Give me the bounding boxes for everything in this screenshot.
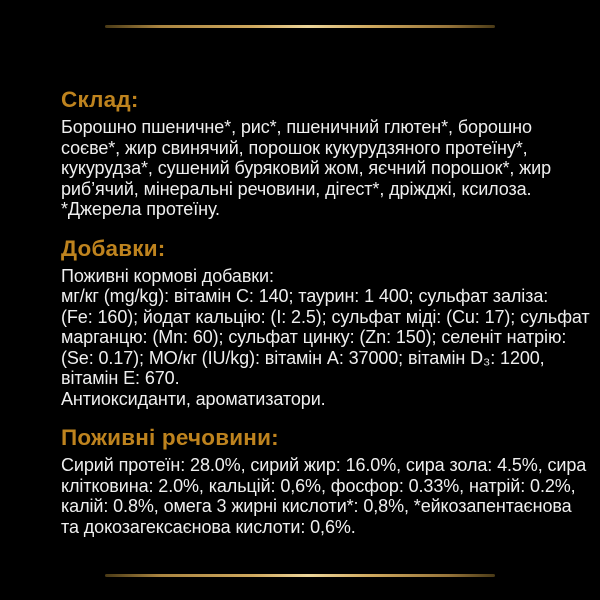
text-line: вітамін E: 670. [61,368,180,388]
text-line: клітковина: 2.0%, кальцій: 0,6%, фосфор: 0.33%, натрій: 0.2%, [61,475,576,496]
text-line: калій: 0.8%, омега 3 жирні кислоти*: 0,8%, *ейкозапентаєнова [61,496,572,516]
nutrients-heading: Поживні речовини: [61,425,279,450]
section-additives [61,235,590,410]
additives-heading: Добавки: [61,235,166,261]
nutrients-text [61,455,587,537]
text-line: Антиоксиданти, ароматизатори. [61,388,326,409]
text-line: *Джерела протеїну. [61,199,220,219]
text-line: кукурудза*, сушений буряковий жом, яєчний порошок*, жир [61,158,551,178]
composition-heading: Склад: [61,87,139,112]
text-line: (Fe: 160); йодат кальцію: (I: 2.5); сульфат міді: (Cu: 17); сульфат [61,306,590,327]
text-line: (Se: 0.17); МО/кг (IU/kg): вітамін A: 37000; вітамін D₃: 1200, [61,347,545,368]
text-line: марганцю: (Mn: 60); сульфат цинку: (Zn: 150); селеніт натрію: [61,327,567,347]
text-line: Поживні кормові добавки: [61,265,274,286]
text-line: та докозагексаєнова кислоти: 0,6%. [61,516,356,537]
gold-divider-bottom [105,574,495,577]
additives-text [61,265,590,410]
text-line: Сирий протеїн: 28.0%, сирий жир: 16.0%, сира зола: 4.5%, сира [61,455,587,475]
text-line: мг/кг (mg/kg): вітамін C: 140; таурин: 1 400; сульфат заліза: [61,286,549,306]
text-line: соєве*, жир свинячий, порошок кукурудзяного протеїну*, [61,137,528,158]
composition-text [61,117,580,220]
section-composition [61,87,580,220]
section-nutrients [61,425,587,537]
text-line: Борошно пшеничне*, рис*, пшеничний глютен*, борошно [61,117,532,137]
text-line: риб’ячий, мінеральні речовини, дігест*, дріжджі, ксилоза. [61,178,532,199]
